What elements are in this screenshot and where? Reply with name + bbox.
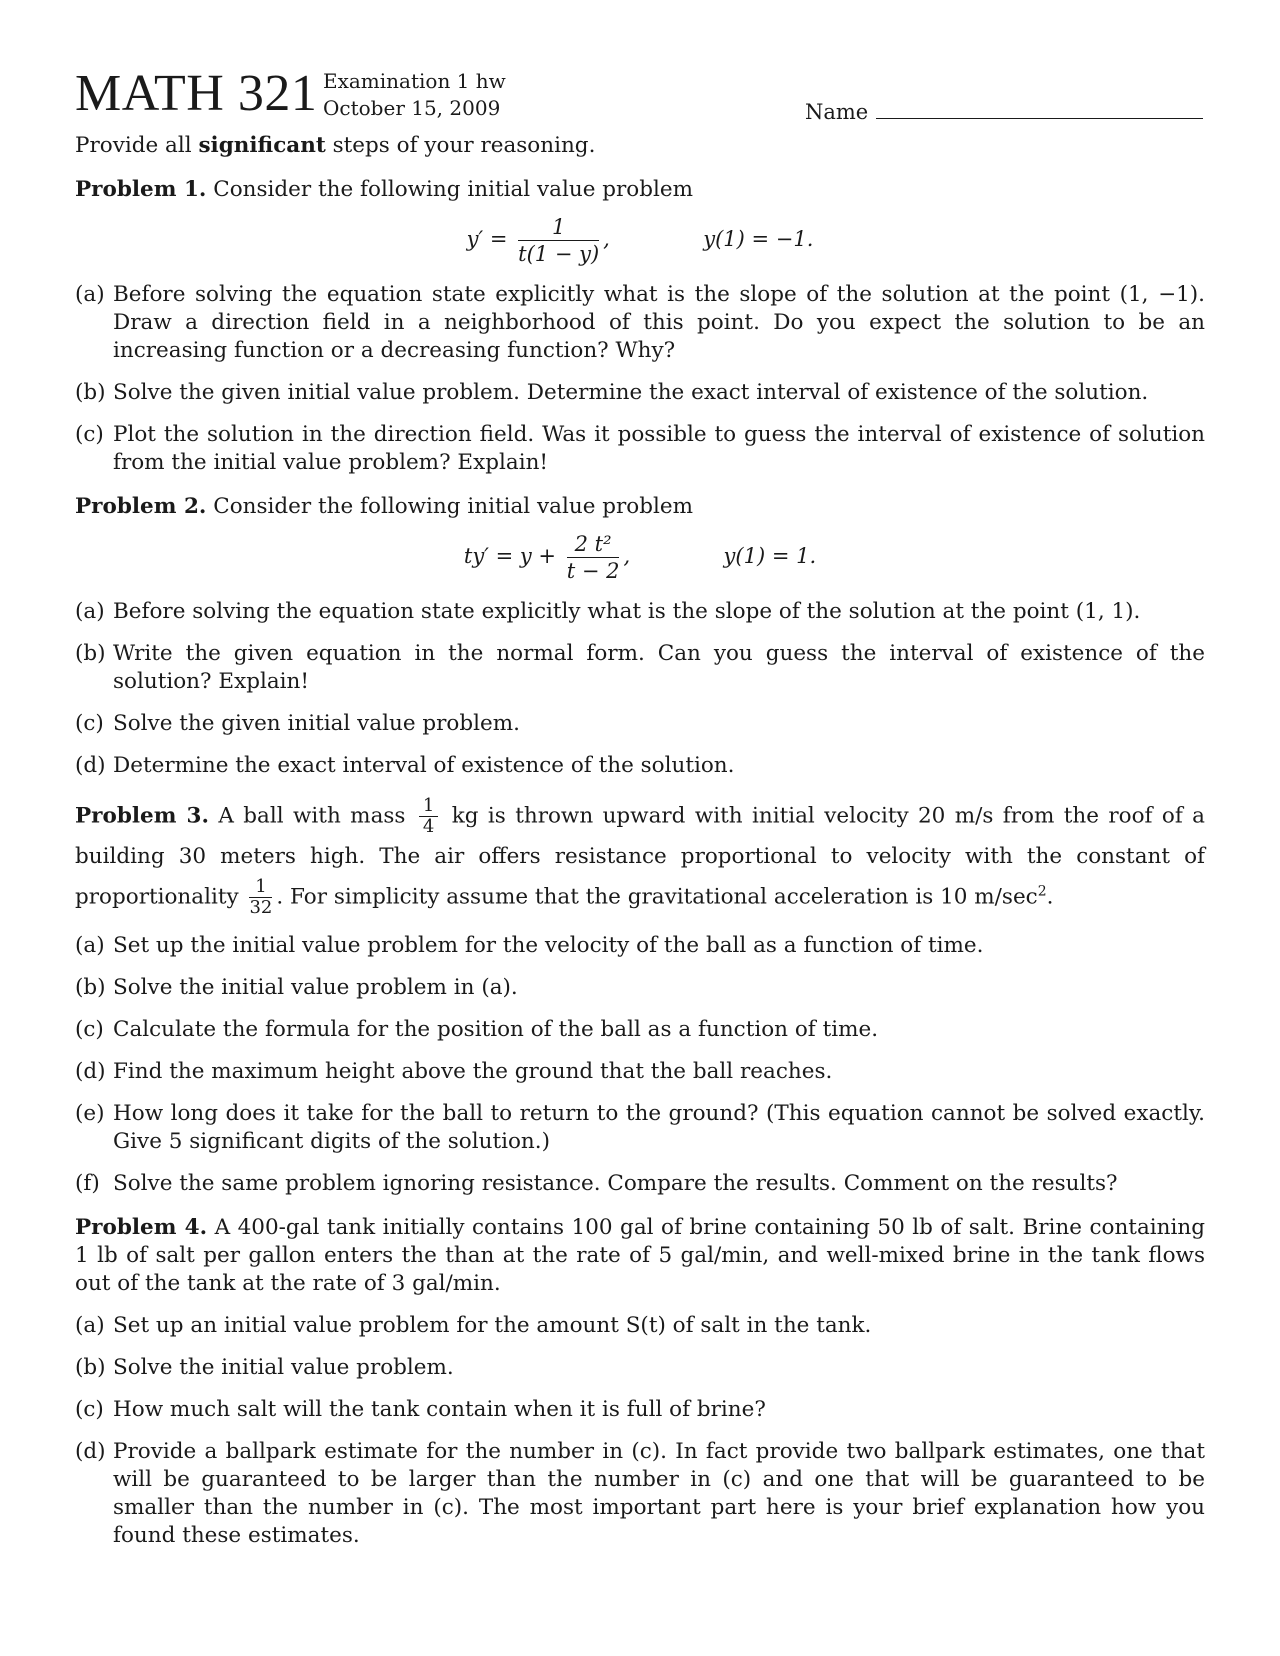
fraction-numerator: 1 [518,214,599,241]
part-text: Before solving the equation state explicitly what is the slope of the solution at the point (1, −1). Draw a direction field in a neighborhood of this point. Do you expect the solution to be an increasing function or a decreasing function? Why? [113,282,1205,363]
part-label: (c) [75,422,104,447]
problem-part [75,640,1205,696]
instructions-post: steps of your reasoning. [332,133,596,158]
initial-condition: y(1) = 1. [723,544,817,568]
exam-date: October 15, 2009 [323,96,501,120]
intro-part-b: kg is thrown upward with initial velocity 20 m/s from the roof of a building 30 meters high. The air offers resistance proportional to velocity with the constant of proportionality [75,803,1206,910]
part-label: (d) [75,1059,106,1084]
problem-part [75,379,1205,407]
instructions [75,132,1205,160]
fraction-denominator: 4 [422,816,435,837]
part-text: Solve the initial value problem in (a). [113,975,518,1000]
problem-part [75,1396,1205,1424]
fraction-numerator: 2 t² [567,531,620,558]
equation-lhs: ty′ = y + [463,544,557,568]
exponent: 2 [1037,883,1047,900]
part-text: Plot the solution in the direction field. Was it possible to guess the interval of existence of solution from the initial value problem? Explain! [113,422,1205,475]
problem-part [75,1438,1205,1550]
equation-comma: , [623,544,631,568]
fraction-denominator: t − 2 [566,559,620,583]
part-label: (a) [75,1313,105,1338]
part-label: (f) [75,1171,100,1196]
fraction-numerator: 1 [249,877,272,898]
problem-3 [75,796,1205,1198]
part-label: (b) [75,975,106,1000]
problem-intro: Consider the following initial value problem [213,177,693,202]
name-field [805,98,1203,126]
problem-title: Problem 3. [75,803,209,829]
intro-part-c: . For simplicity assume that the gravitational acceleration is 10 m/sec [276,884,1038,910]
problem-intro: Consider the following initial value problem [213,494,693,519]
equation [75,214,1205,267]
problem-part [75,1354,1205,1382]
problem-title: Problem 1. [75,177,207,202]
fraction [518,214,599,267]
problem-2 [75,493,1205,780]
part-label: (b) [75,380,106,405]
problem-title: Problem 4. [75,1215,208,1240]
part-label: (b) [75,641,106,666]
part-text: Solve the initial value problem. [113,1355,454,1380]
problem-part [75,598,1205,626]
exam-header [75,62,1205,132]
problem-1 [75,176,1205,477]
name-label: Name [805,100,869,124]
part-text: Set up the initial value problem for the velocity of the ball as a function of time. [113,933,984,958]
fraction-denominator: 32 [249,897,273,918]
part-text: Provide a ballpark estimate for the number in (c). In fact provide two ballpark estimates, one that will be guaranteed to be larger than the number in (c) and one that will be guaranteed to be smaller than the number in (c). The most important part here is your brief explanation how you found these estimates. [113,1439,1205,1548]
equation [75,531,1205,584]
name-blank-line [876,100,1203,119]
mass-fraction [419,796,438,837]
part-text: Calculate the formula for the position of the ball as a function of time. [113,1017,879,1042]
part-label: (c) [75,711,104,736]
problem-intro [75,796,1205,918]
constant-fraction [249,877,272,918]
fraction-numerator: 1 [419,796,438,817]
instructions-bold: significant [198,133,326,158]
part-label: (a) [75,599,105,624]
fraction-denominator: t(1 − y) [518,242,600,266]
problem-intro: A 400-gal tank initially contains 100 gal of brine containing 50 lb of salt. Brine containing 1 lb of salt per gallon enters the than at the rate of 5 gal/min, and well-mixed brine in the tank flows out of the tank at the rate of 3 gal/min. [75,1215,1205,1296]
course-title: MATH 321 [75,65,318,122]
part-text: How much salt will the tank contain when it is full of brine? [113,1397,766,1422]
part-text: Solve the given initial value problem. [113,711,520,736]
part-label: (a) [75,282,105,307]
problem-part [75,1312,1205,1340]
problem-4 [75,1214,1205,1550]
fraction [567,531,620,584]
part-label: (e) [75,1101,105,1126]
part-text: Solve the given initial value problem. Determine the exact interval of existence of the solution. [113,380,1149,405]
equation-comma: , [603,227,610,251]
problem-part [75,421,1205,477]
part-label: (b) [75,1355,106,1380]
intro-part-a: A ball with mass [218,803,406,829]
exam-title: Examination 1 hw [323,69,506,93]
part-text: Find the maximum height above the ground that the ball reaches. [113,1059,833,1084]
part-text: Solve the same problem ignoring resistance. Compare the results. Comment on the results? [113,1171,1118,1196]
instructions-pre: Provide all [75,133,192,158]
part-label: (d) [75,1439,106,1464]
problem-title: Problem 2. [75,494,207,519]
part-label: (c) [75,1397,104,1422]
problem-part [75,1016,1205,1044]
initial-condition: y(1) = −1. [703,227,814,251]
problem-part [75,932,1205,960]
exam-info [323,68,506,122]
problem-part [75,1100,1205,1156]
problem-part [75,752,1205,780]
equation-lhs: y′ = [466,227,508,251]
exam-page [75,62,1205,1550]
problem-part [75,710,1205,738]
problem-part [75,1170,1205,1198]
part-label: (d) [75,753,106,778]
part-text: Write the given equation in the normal form. Can you guess the interval of existence of the solution? Explain! [113,641,1205,694]
problem-part [75,281,1205,365]
problem-part [75,1058,1205,1086]
part-text: Set up an initial value problem for the amount S(t) of salt in the tank. [113,1313,872,1338]
intro-end: . [1046,884,1054,910]
part-label: (c) [75,1017,104,1042]
part-text: Before solving the equation state explicitly what is the slope of the solution at the point (1, 1). [113,599,1141,624]
part-label: (a) [75,933,105,958]
part-text: Determine the exact interval of existence of the solution. [113,753,735,778]
part-text: How long does it take for the ball to return to the ground? (This equation cannot be solved exactly. Give 5 significant digits of the solution.) [113,1101,1205,1154]
problem-part [75,974,1205,1002]
